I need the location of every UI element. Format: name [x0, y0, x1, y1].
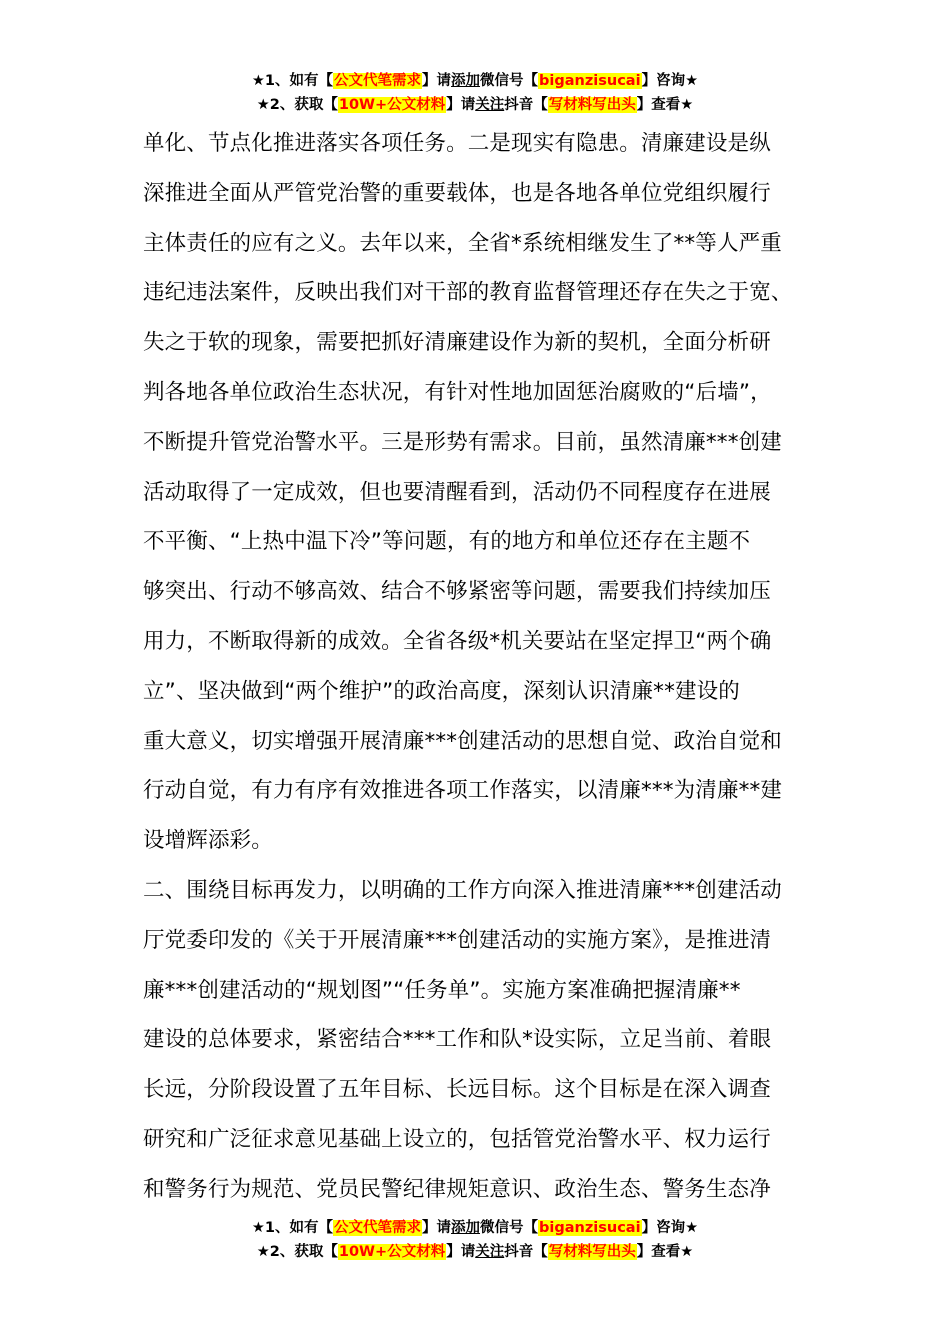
promo-text: 】请 [422, 73, 452, 89]
body-text-line: 活动取得了一定成效，但也要清醒看到，活动仍不同程度存在进展 [143, 479, 771, 505]
promo-banner-top [0, 69, 950, 117]
promo-highlight: biganzisucai [539, 73, 641, 89]
promo-text: 】请 [422, 1220, 452, 1236]
body-text-line: 违纪违法案件，反映出我们对干部的教育监督管理还存在失之于宽、 [143, 280, 793, 306]
body-text-line: 判各地各单位政治生态状况，有针对性地加固惩治腐败的“后墙”， [143, 379, 772, 405]
promo-line-1 [0, 69, 950, 93]
body-text-line: 行动自觉，有力有序有效推进各项工作落实，以清廉***为清廉**建 [143, 778, 783, 804]
body-text-line: 够突出、行动不够高效、结合不够紧密等问题，需要我们持续加压 [143, 579, 771, 605]
promo-highlight: 写材料写出头 [548, 97, 636, 113]
promo-text: 】咨询★ [641, 73, 699, 89]
document-body [143, 119, 833, 1215]
body-text-line: 长远，分阶段设置了五年目标、长远目标。这个目标是在深入调查 [143, 1077, 771, 1103]
promo-text: ★1、如有【 [251, 73, 334, 89]
promo-text: ★1、如有【 [251, 1220, 334, 1236]
promo-text: ★2、获取【 [256, 97, 338, 113]
promo-line-2 [0, 1240, 950, 1264]
body-text-line: 二、围绕目标再发力，以明确的工作方向深入推进清廉***创建活动 [143, 877, 782, 903]
body-text-line: 深推进全面从严管党治警的重要载体，也是各地各单位党组织履行 [143, 180, 771, 206]
body-text-line: 立”、坚决做到“两个维护”的政治高度，深刻认识清廉**建设的 [143, 678, 740, 704]
promo-text: 抖音【 [504, 97, 548, 113]
promo-text: 】请 [446, 1244, 476, 1260]
promo-text: 抖音【 [504, 1244, 548, 1260]
body-text-line: 失之于软的现象，需要把抓好清廉建设作为新的契机，全面分析研 [143, 330, 771, 356]
body-text-line: 廉***创建活动的“规划图”“任务单”。实施方案准确把握清廉** [143, 977, 741, 1003]
promo-text: 】咨询★ [641, 1220, 699, 1236]
body-text-line: 设增辉添彩。 [143, 828, 273, 854]
promo-emphasis: 关注 [475, 1244, 505, 1260]
body-text-line: 建设的总体要求，紧密结合***工作和队*设实际，立足当前、着眼 [143, 1027, 772, 1053]
promo-highlight: biganzisucai [539, 1220, 641, 1236]
body-text-line: 和警务行为规范、党员民警纪律规矩意识、政治生态、警务生态净 [143, 1176, 771, 1202]
promo-banner-bottom [0, 1216, 950, 1264]
promo-highlight: 10W+公文材料 [338, 97, 446, 113]
promo-line-2 [0, 93, 950, 117]
promo-text: 】请 [446, 97, 476, 113]
body-text-line: 主体责任的应有之义。去年以来，全省*系统相继发生了**等人严重 [143, 230, 782, 256]
promo-highlight: 10W+公文材料 [338, 1244, 446, 1260]
body-text-line: 单化、节点化推进落实各项任务。二是现实有隐患。清廉建设是纵 [143, 131, 771, 156]
promo-emphasis: 关注 [475, 97, 505, 113]
promo-text: 微信号【 [480, 73, 539, 89]
body-text-line: 厅党委印发的《关于开展清廉***创建活动的实施方案》，是推进清 [143, 927, 772, 953]
promo-emphasis: 添加 [451, 73, 481, 89]
promo-text: 】查看★ [636, 1244, 694, 1260]
promo-emphasis: 添加 [451, 1220, 481, 1236]
promo-highlight: 公文代笔需求 [334, 73, 422, 89]
promo-line-1 [0, 1216, 950, 1240]
body-text-line: 不断提升管党治警水平。三是形势有需求。目前，虽然清廉***创建 [143, 429, 782, 455]
promo-highlight: 写材料写出头 [548, 1244, 636, 1260]
body-text-line: 用力，不断取得新的成效。全省各级*机关要站在坚定捍卫“两个确 [143, 628, 772, 654]
body-text-line: 不平衡、“上热中温下冷”等问题，有的地方和单位还存在主题不 [143, 529, 751, 555]
promo-text: 微信号【 [480, 1220, 539, 1236]
body-text-line: 重大意义，切实增强开展清廉***创建活动的思想自觉、政治自觉和 [143, 728, 782, 754]
body-text-line: 研究和广泛征求意见基础上设立的，包括管党治警水平、权力运行 [143, 1126, 771, 1152]
promo-highlight: 公文代笔需求 [334, 1220, 422, 1236]
promo-text: ★2、获取【 [256, 1244, 338, 1260]
promo-text: 】查看★ [636, 97, 694, 113]
